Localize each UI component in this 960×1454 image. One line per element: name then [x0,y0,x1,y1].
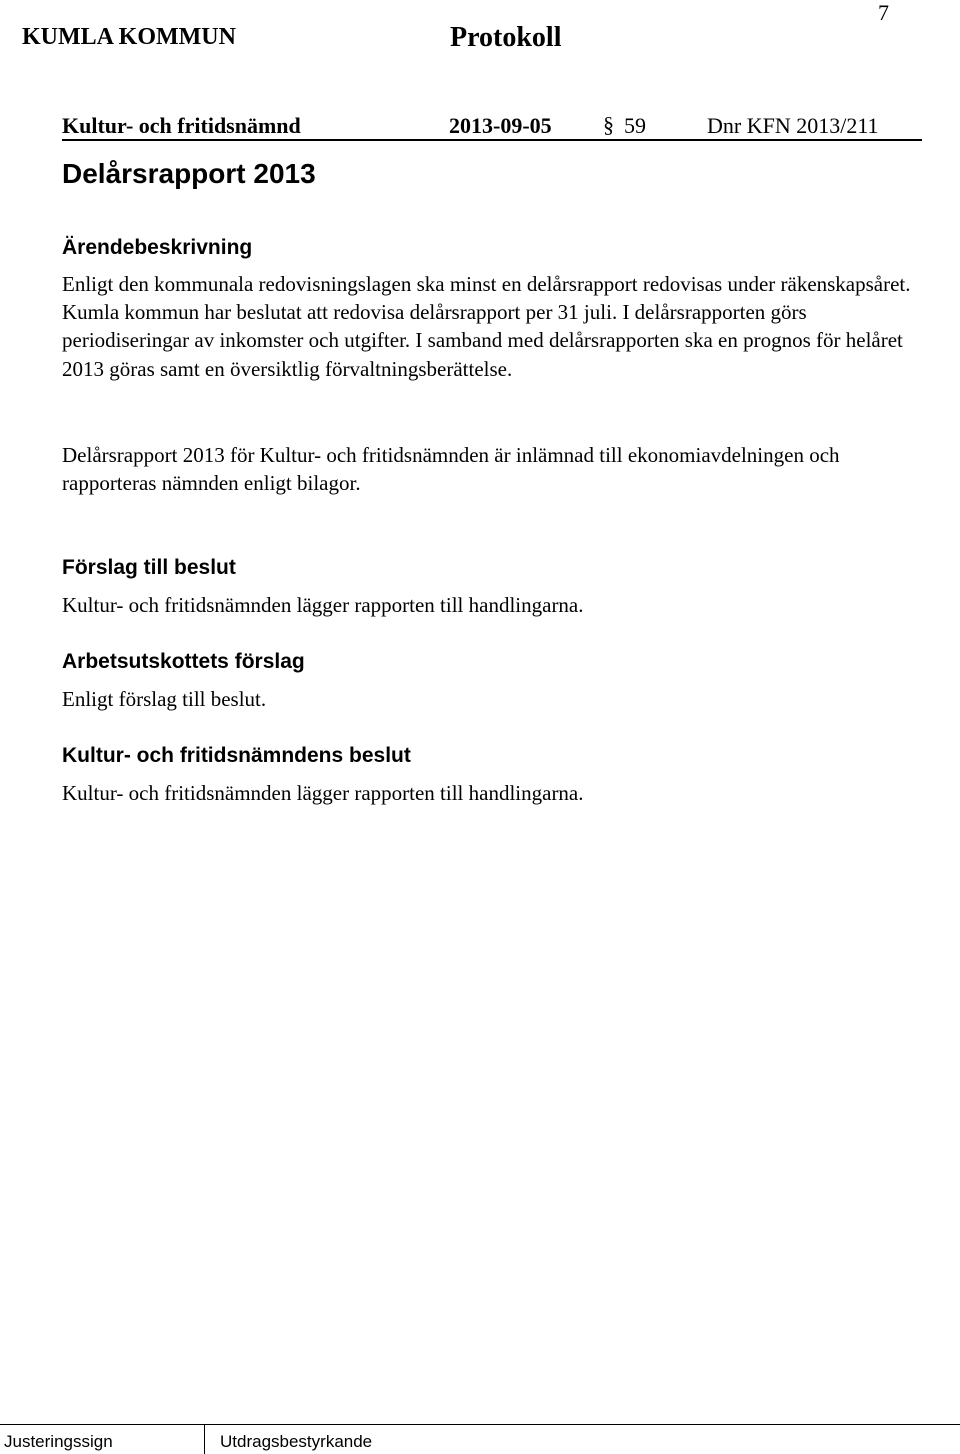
paragraph-symbol: § [603,112,614,137]
heading-arendebeskrivning: Ärendebeskrivning [62,236,253,259]
footer-column-divider [204,1424,205,1454]
paragraph-number: 59 [624,113,646,138]
heading-namndens-beslut: Kultur- och fritidsnämndens beslut [62,744,411,767]
forslag-text: Kultur- och fritidsnämnden lägger rapporten till handlingarna. [62,593,584,617]
committee-name: Kultur- och fritidsnämnd [62,113,301,138]
footer-utdragsbestyrkande: Utdragsbestyrkande [220,1432,373,1451]
meeting-date: 2013-09-05 [449,113,552,138]
arende-paragraph-2: Delårsrapport 2013 för Kultur- och fritidsnämnden är inlämnad till ekonomiavdelningen och rapporteras nämnden enligt bilagor. [62,443,840,496]
page-title: Delårsrapport 2013 [62,158,316,189]
header-divider [62,139,922,141]
registration-number: Dnr KFN 2013/211 [707,113,879,138]
arbetsutskott-text: Enligt förslag till beslut. [62,687,267,711]
heading-arbetsutskottets-forslag: Arbetsutskottets förslag [62,650,305,673]
document-type: Protokoll [450,22,562,53]
beslut-text: Kultur- och fritidsnämnden lägger rapporten till handlingarna. [62,781,584,805]
organization-name: KUMLA KOMMUN [22,24,236,50]
heading-forslag-till-beslut: Förslag till beslut [62,556,236,579]
page-number: 7 [878,0,889,25]
arende-paragraph-1: Enligt den kommunala redovisningslagen ska minst en delårsrapport redovisas under räkenskapsåret. Kumla kommun har beslutat att redovisa delårsrapport per 31 juli. I delårsrapporten görs periodiseringar av inkomster och utgifter. I samband med delårsrapporten ska en prognos för helåret 2013 göras samt en översiktlig förvaltningsberättelse. [62,272,911,381]
footer-divider [0,1424,960,1425]
footer-justeringssign: Justeringssign [4,1432,113,1451]
